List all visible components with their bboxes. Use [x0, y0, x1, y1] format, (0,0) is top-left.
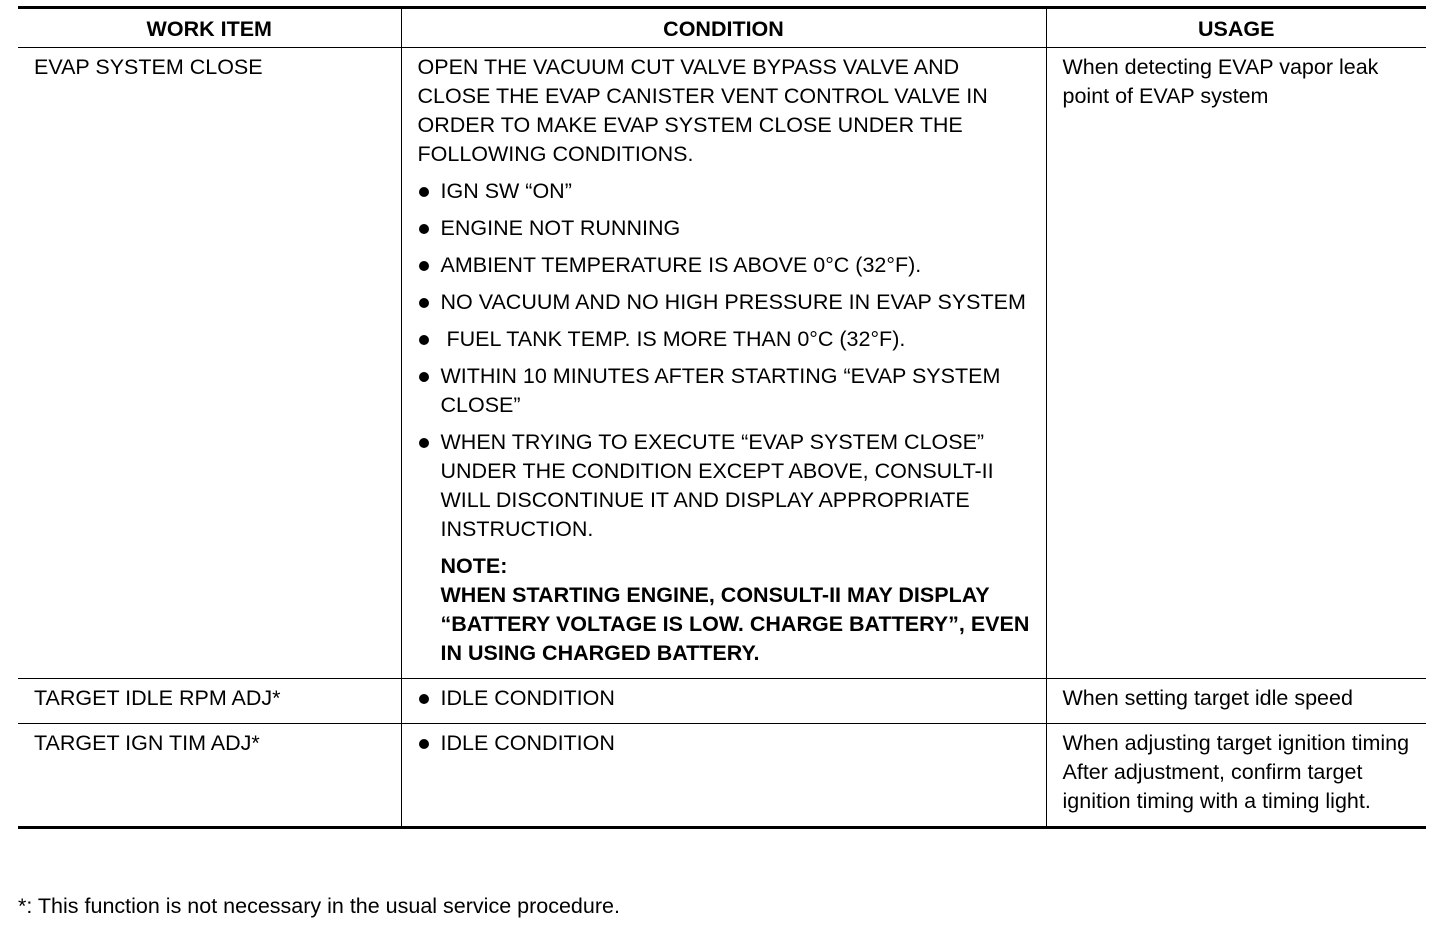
condition-cell — [401, 679, 1046, 724]
table-row — [18, 679, 1426, 724]
usage-cell: When setting target idle speed — [1046, 679, 1426, 724]
condition-cell — [401, 724, 1046, 828]
condition-item: ENGINE NOT RUNNING — [418, 214, 1034, 243]
bullet-icon — [419, 224, 429, 234]
condition-item: FUEL TANK TEMP. IS MORE THAN 0°C (32°F). — [418, 325, 1034, 354]
bullet-icon — [419, 739, 429, 749]
condition-item: IDLE CONDITION — [418, 684, 1034, 713]
usage-cell — [1046, 724, 1426, 828]
note-label: NOTE: — [440, 554, 508, 578]
condition-item: WHEN TRYING TO EXECUTE “EVAP SYSTEM CLOSE” UNDER THE CONDITION EXCEPT ABOVE, CONSULT-II WILL DISCONTINUE IT AND DISPLAY APPROPRIATE INSTRUCTION. — [418, 428, 1034, 544]
header-work-item: WORK ITEM — [18, 8, 401, 48]
bullet-icon — [419, 335, 429, 345]
usage-line: When adjusting target ignition timing — [1062, 731, 1410, 755]
usage-cell: When detecting EVAP vapor leak point of EVAP system — [1046, 48, 1426, 679]
footnote: *: This function is not necessary in the usual service procedure. — [18, 894, 620, 918]
usage-line: After adjustment, confirm target ignition timing with a timing light. — [1062, 760, 1371, 813]
bullet-icon — [419, 187, 429, 197]
condition-item: IDLE CONDITION — [418, 729, 1034, 758]
condition-item: NO VACUUM AND NO HIGH PRESSURE IN EVAP SYSTEM — [418, 288, 1034, 317]
note — [441, 552, 1034, 668]
bullet-icon — [419, 372, 429, 382]
table-row — [18, 48, 1426, 679]
condition-item: AMBIENT TEMPERATURE IS ABOVE 0°C (32°F). — [418, 251, 1034, 280]
note-text: WHEN STARTING ENGINE, CONSULT-II MAY DISPLAY “BATTERY VOLTAGE IS LOW. CHARGE BATTERY”, EVEN IN USING CHARGED BATTERY. — [440, 583, 1030, 665]
bullet-icon — [419, 694, 429, 704]
bullet-icon — [419, 261, 429, 271]
condition-list — [418, 684, 1034, 713]
table-row — [18, 724, 1426, 828]
work-item-cell: EVAP SYSTEM CLOSE — [18, 48, 401, 679]
header-condition: CONDITION — [401, 8, 1046, 48]
work-item-cell: TARGET IDLE RPM ADJ* — [18, 679, 401, 724]
bullet-icon — [419, 438, 429, 448]
condition-item: IGN SW “ON” — [418, 177, 1034, 206]
work-item-table — [18, 6, 1426, 829]
condition-list — [418, 177, 1034, 544]
condition-cell — [401, 48, 1046, 679]
bullet-icon — [419, 298, 429, 308]
table-header-row — [18, 8, 1426, 48]
header-usage: USAGE — [1046, 8, 1426, 48]
condition-list — [418, 729, 1034, 758]
condition-intro: OPEN THE VACUUM CUT VALVE BYPASS VALVE AND CLOSE THE EVAP CANISTER VENT CONTROL VALVE IN ORDER TO MAKE EVAP SYSTEM CLOSE UNDER THE FOLLOWING CONDITIONS. — [417, 55, 988, 166]
work-item-cell: TARGET IGN TIM ADJ* — [18, 724, 401, 828]
condition-item: WITHIN 10 MINUTES AFTER STARTING “EVAP SYSTEM CLOSE” — [418, 362, 1034, 420]
